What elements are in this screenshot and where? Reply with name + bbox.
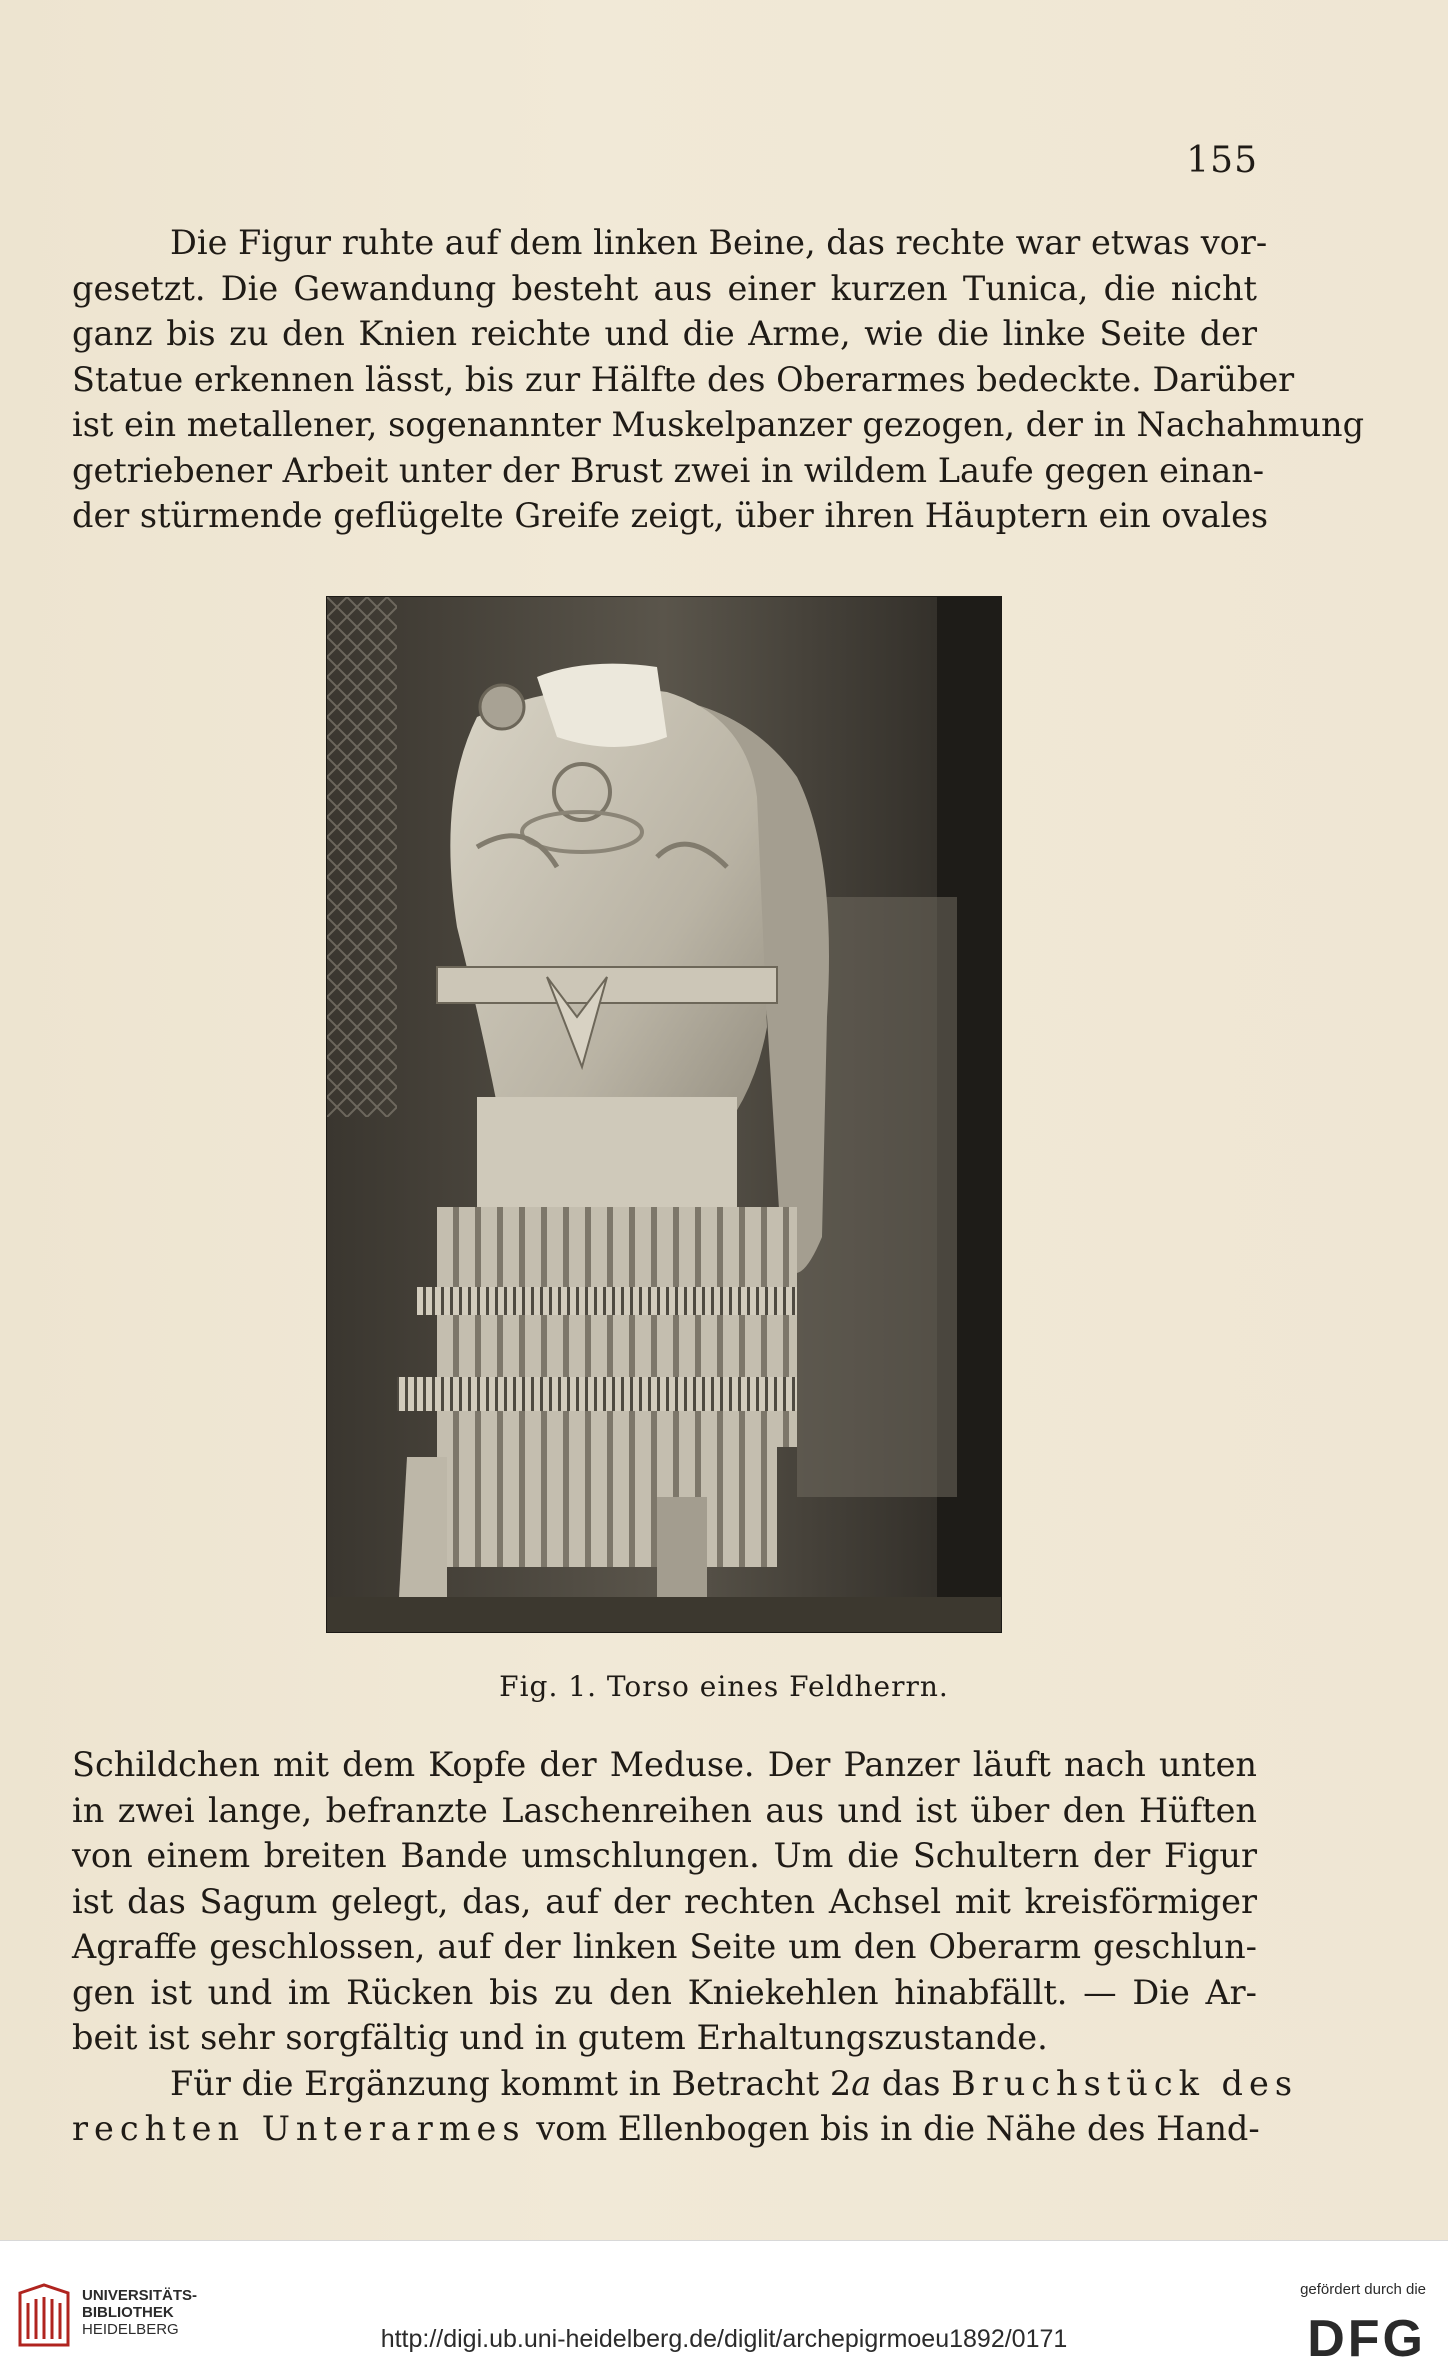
text-line: gesetzt. Die Gewandung besteht aus einer kurzen Tunica, die nicht bbox=[72, 268, 1257, 308]
spaced-run: Bruchstück des bbox=[951, 2063, 1299, 2103]
text-line: in zwei lange, befranzte Laschenreihen aus und ist über den Hüften bbox=[72, 1790, 1257, 1830]
text-line: Die Figur ruhte auf dem linken Beine, das rechte war etwas vor- bbox=[170, 223, 1268, 262]
paragraph-3-line-1 bbox=[72, 2061, 1299, 2107]
text-line: getriebener Arbeit unter der Brust zwei in wildem Laufe gegen einan- bbox=[72, 450, 1265, 490]
permalink-url[interactable]: http://digi.ub.uni-heidelberg.de/diglit/archepigrmoeu1892/0171 bbox=[380, 2325, 1068, 2353]
text-line: ganz bis zu den Knien reichte und die Arme, wie die linke Seite der bbox=[72, 314, 1257, 353]
paragraph-1 bbox=[72, 220, 1365, 539]
text-run: das bbox=[871, 2063, 952, 2103]
text-line: ist ein metallener, sogenannter Muskelpanzer gezogen, der in Nachahmung bbox=[72, 405, 1365, 444]
page-number: 155 bbox=[1186, 140, 1258, 181]
library-line: UNIVERSITÄTS- bbox=[82, 2287, 198, 2304]
statue-torso-illustration bbox=[327, 597, 1001, 1632]
text-run: vom Ellenbogen bis in die Nähe des Hand- bbox=[525, 2109, 1260, 2148]
text-line: gen ist und im Rücken bis zu den Kniekehlen hinabfällt. — Die Ar- bbox=[72, 1972, 1257, 2012]
dfg-logo: DFG bbox=[1307, 2310, 1426, 2368]
library-line: HEIDELBERG bbox=[82, 2321, 179, 2338]
text-line: Statue erkennen lässt, bis zur Hälfte des Oberarmes bedeckte. Darüber bbox=[72, 359, 1295, 399]
paragraph-3-line-2 bbox=[72, 2106, 1260, 2152]
torso-photograph bbox=[326, 596, 1002, 1633]
text-line: Agraffe geschlossen, auf der linken Seite um den Oberarm geschlun- bbox=[72, 1927, 1257, 1966]
spaced-run: rechten Unterarmes bbox=[72, 2109, 526, 2148]
text-line: der stürmende geflügelte Greife zeigt, über ihren Häuptern ein ovales bbox=[72, 496, 1269, 535]
figure-caption: Fig. 1. Torso eines Feldherrn. bbox=[499, 1670, 949, 1703]
text-line: von einem breiten Bande umschlungen. Um die Schultern der Figur bbox=[72, 1836, 1257, 1875]
funding-label: gefördert durch die bbox=[1300, 2281, 1426, 2298]
italic-run: a bbox=[851, 2063, 872, 2103]
paragraph-2 bbox=[72, 1742, 1299, 2152]
text-line: ist das Sagum gelegt, das, auf der rechten Achsel mit kreisförmiger bbox=[72, 1881, 1257, 1921]
text-run: Für die Ergänzung kommt in Betracht 2 bbox=[170, 2063, 852, 2103]
text-line: Schildchen mit dem Kopfe der Meduse. Der Panzer läuft nach unten bbox=[72, 1745, 1257, 1784]
footer-bar bbox=[0, 2240, 1448, 2378]
library-line: BIBLIOTHEK bbox=[82, 2304, 174, 2321]
text-line: beit ist sehr sorgfältig und in gutem Erhaltungszustande. bbox=[72, 2018, 1048, 2057]
